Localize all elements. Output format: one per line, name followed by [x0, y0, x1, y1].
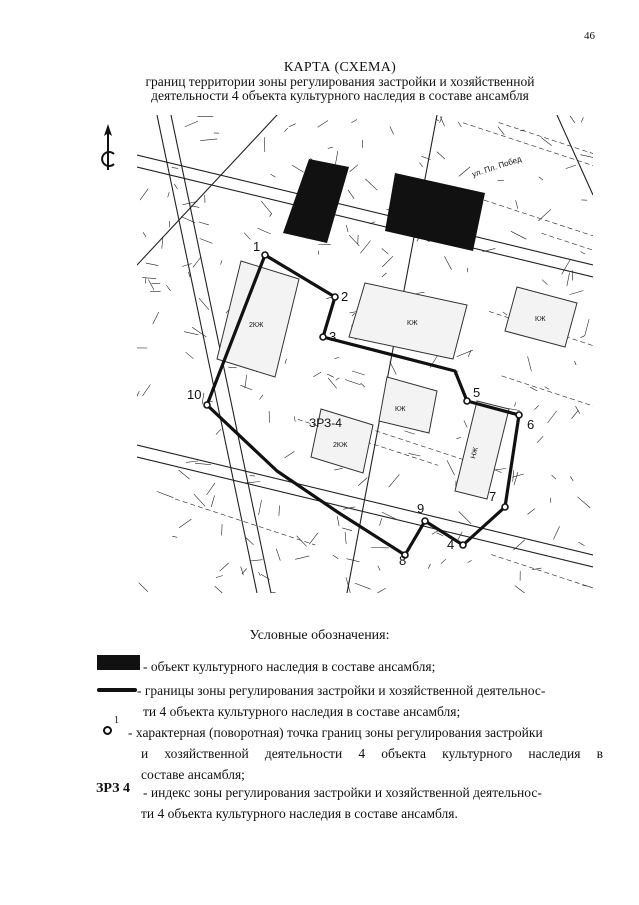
boundary-point-marker: [332, 294, 338, 300]
legend-item-heritage: - объект культурного наследия в составе ансамбля;: [143, 659, 436, 674]
building-label: 2КЖ: [333, 442, 348, 449]
north-arrow-icon: [98, 124, 118, 170]
boundary-point-marker: [204, 402, 210, 408]
map-subtitle-line2: деятельности 4 объекта культурного наследия в составе ансамбля: [151, 88, 529, 103]
boundary-point-marker: [422, 518, 428, 524]
legend-item-point-line1: - характерная (поворотная) точка границ зоны регулирования застройки: [128, 725, 543, 740]
boundary-point-label: 2: [341, 289, 349, 304]
heritage-object-2: [385, 173, 485, 251]
boundary-point-marker: [262, 252, 268, 258]
boundary-point-label: 1: [253, 239, 261, 254]
boundary-point-marker: [502, 504, 508, 510]
boundary-point-label: 8: [399, 553, 407, 568]
heritage-object-swatch: [97, 655, 140, 670]
building-label: 2КЖ: [249, 322, 264, 329]
map-drawing: [137, 115, 593, 593]
boundary-point-label: 5: [473, 385, 481, 400]
cadastral-map: [137, 115, 593, 593]
heritage-object-1: [283, 159, 349, 243]
boundary-point-marker: [320, 334, 326, 340]
building-label: КЖ: [395, 406, 406, 413]
legend-item-index-line1: - индекс зоны регулирования застройки и хозяйственной деятельнос-: [143, 785, 542, 800]
legend-item-point-line2: и хозяйственной деятельности 4 объекта культурного наследия в: [141, 746, 603, 761]
boundary-point-label: 4: [447, 537, 455, 552]
boundary-point-label: 9: [417, 501, 425, 516]
title-block: [90, 61, 590, 103]
boundary-point-marker: [464, 398, 470, 404]
map-subtitle-line1: границ территории зоны регулирования застройки и хозяйственной: [145, 74, 535, 89]
legend-title: Условные обозначения:: [249, 628, 390, 643]
boundary-point-marker: [460, 542, 466, 548]
zone-label: ЗРЗ-4: [309, 416, 342, 430]
map-background-lines: [137, 115, 593, 593]
legend-item-boundary-line1: - границы зоны регулирования застройки и хозяйственной деятельнос-: [137, 683, 546, 698]
turning-point-superscript: 1: [114, 715, 119, 726]
boundary-point-marker: [516, 412, 522, 418]
zone-index-label: ЗРЗ 4: [96, 781, 131, 796]
page-number: 46: [584, 30, 595, 42]
boundary-line-swatch: [97, 688, 137, 692]
boundary-point-label: 3: [329, 329, 337, 344]
street-label: ул. Пл. Побед: [470, 154, 523, 179]
building-label: НЖ: [470, 446, 480, 460]
boundary-point-label: 10: [187, 387, 202, 402]
boundary-point-label: 6: [527, 417, 535, 432]
building-label: КЖ: [407, 320, 418, 327]
map-title: КАРТА (СХЕМА): [283, 60, 397, 75]
boundary-point-label: 7: [489, 489, 497, 504]
legend-item-point-line3: составе ансамбля;: [141, 767, 245, 782]
turning-point-symbol-icon: [103, 726, 112, 735]
legend-item-index-line2: ти 4 объекта культурного наследия в составе ансамбля.: [141, 806, 458, 821]
building-label: КЖ: [535, 316, 546, 323]
legend-item-boundary-line2: ти 4 объекта культурного наследия в составе ансамбля;: [143, 704, 461, 719]
